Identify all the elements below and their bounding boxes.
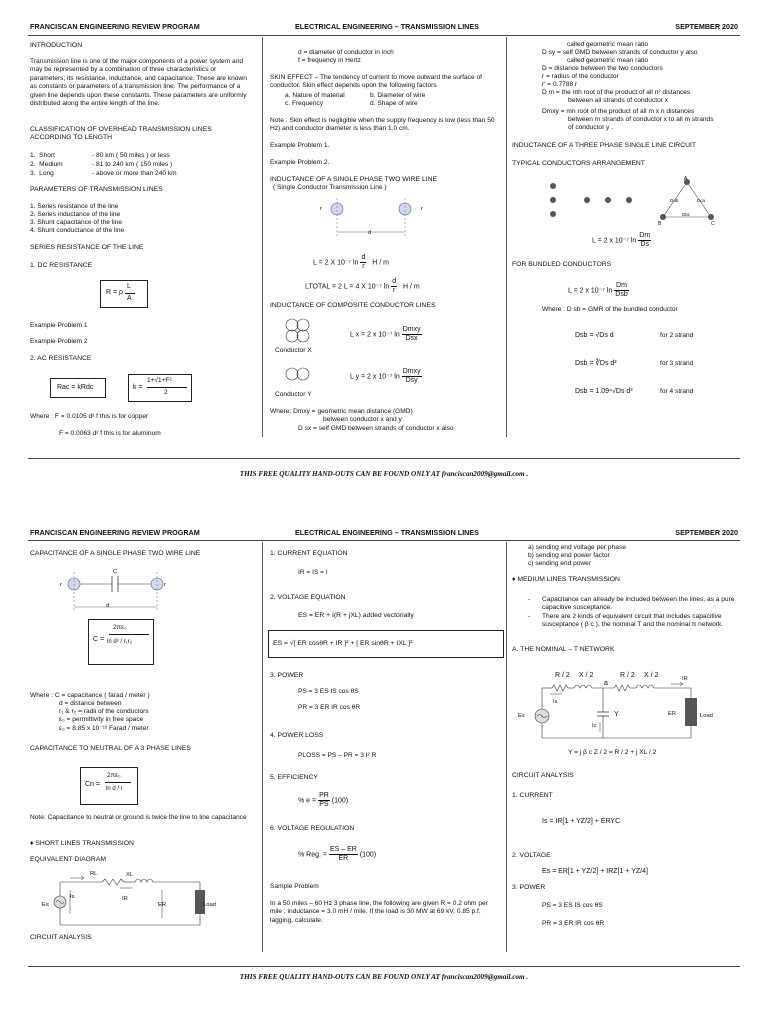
skin-factor-c: c. Frequency [285,100,324,107]
capacitance-where: Where : C = capacitance ( farad / meter ) [30,692,150,699]
distance-ab-label: Dab [670,198,679,203]
column-divider [262,37,263,437]
sample-item-c: c) sending end power [528,560,592,567]
admittance-impedance-relation: Y = j β c Z / 2 = R / 2 + j XL / 2 [568,749,657,756]
class-item-2: 2. Medium [30,161,63,168]
power-title: 3. POWER [512,884,546,891]
gmd-where: Where: Dmxy = geometric mean distance (GMD) [270,408,413,415]
sample-problem-title: Sample Problem [270,883,319,890]
classification-title: CLASSIFICATION OF OVERHEAD TRANSMISSION LINES ACCORDING TO LENGTH [30,126,212,142]
radius-label: r [164,582,166,588]
node-a-label: a [604,680,608,687]
nominal-t-current-equation: Is = IR[1 + YZ/2] + ERYC [542,818,621,825]
capacitor-label: C [113,569,118,575]
triangle-vertex-a: A [684,176,688,182]
medium-lines-point-2: There are 2 kinds of equivalent circuit that includes capacitive susceptance ( β c ), the nominal T and the nominal π network. [542,613,724,629]
dc-formula-den: A [127,295,132,302]
nominal-t-title: A. THE NOMINAL – T NETWORK [512,646,615,653]
param-item: 1. Series resistance of the line [30,203,119,210]
header-subject: ELECTRICAL ENGINEERING – TRANSMISSION LINES [295,528,479,537]
current-title: 1. CURRENT [512,792,553,799]
where-aluminum: F = 0.0063 d² f this is for aluminum [59,430,161,437]
voltage-regulation-title: 6. VOLTAGE REGULATION [270,825,355,832]
series-resistance-title: SERIES RESISTANCE OF THE LINE [30,244,144,251]
capacitance-formula-den: ln d² / r₁r₂ [107,639,133,645]
param-item: 4. Shunt conductance of the line [30,227,125,234]
definition-line: between all strands of conductor x [568,97,669,104]
class-item-1-desc: - 80 km ( 50 miles ) or less [92,152,170,159]
f-definition: f = frequency in Hertz [298,57,361,64]
cn-formula-lhs: Cn = [85,781,100,788]
equivalent-diagram-title: EQUIVALENT DIAGRAM [30,856,107,863]
definition-line: of conductor y . [568,124,614,131]
resistance-label: RL [90,871,98,877]
capacitance-two-wire-title: CAPACITANCE OF A SINGLE PHASE TWO WIRE LINE [30,550,201,557]
capacitor-current-label: Ic [592,723,597,729]
gmr-line: D sy = self GMD between strands of conductor y also [542,49,698,56]
capacitance-where: r₁ & r₂ = radii of the conductors [59,708,149,715]
medium-lines-title: ♦ MEDIUM LINES TRANSMISSION [512,576,620,583]
short-line-circuit-diagram [40,870,230,932]
dc-formula-num: L [127,283,131,290]
composite-lx-formula: L x = 2 x 10⁻⁷ ln Dmxy Dsx [350,326,421,342]
sending-power: PS = 3 ES IS cos θS [298,688,359,695]
current-equation-title: 1. CURRENT EQUATION [270,550,348,557]
dc-resistance-formula-box [100,280,148,308]
conductor-y-label: Conductor Y [275,391,312,398]
header-program: FRANCISCAN ENGINEERING REVIEW PROGRAM [30,528,200,537]
power-loss-title: 4. POWER LOSS [270,732,324,739]
intro-text: Transmission line is one of the major components of a power system and may be represented by a combination of three characteristics or parameters; its resistance, inductance, and capacitance. These are known as constants or parameters of a transmission line. The performance of a given line depends upon these constants. These parameters are uniformly distributed along the entire length of the line. [30,58,247,108]
sending-power: PS = 3 ES IS cos θS [542,902,603,909]
capacitance-formula-num: 2πε₀ [113,624,127,631]
gmr-3-strand-label: for 3 strand [660,360,694,367]
param-item: 2. Series inductance of the line [30,211,121,218]
inductance-two-wire-subtitle: ( Single Conductor Transmission Line ) [273,184,387,191]
conductor-y-strands-icon [283,366,313,382]
column-divider [262,542,263,952]
capacitance-neutral-title: CAPACITANCE TO NEUTRAL OF A 3 PHASE LINES [30,745,191,752]
conductor-x-label: Conductor X [275,347,312,354]
radius-label: r [60,582,62,588]
nominal-t-resistance-label: R / 2 [620,672,635,679]
ac-resistance-title: 2. AC RESISTANCE [30,355,92,362]
gmr-2-strand-formula: Dsb = √Ds d [575,332,614,339]
distance-label: d [106,603,110,609]
inductance-formula: L = 2 X 10⁻⁷ ln $\frac{d}{r}$ H / m [313,254,389,270]
nominal-t-reactance-label: X / 2 [644,672,659,679]
dc-resistance-title: 1. DC RESISTANCE [30,262,93,269]
sending-current-label: Is [70,894,75,900]
sample-problem-text: In a 50 miles – 60 Hz 3 phase line, the following are given R = 0.2 ohm per mile , inductance = 3.0 mH / mile. If the load is 30 MW at 69 kV, 0.85 p.f. lagging, calculate: [270,900,488,924]
header-program: FRANCISCAN ENGINEERING REVIEW PROGRAM [30,22,200,31]
k-formula-lhs: k = [133,384,143,391]
reactance-label: XL [126,872,134,878]
circuit-analysis-title: CIRCUIT ANALYSIS [512,772,574,779]
distance-bc-label: Dbc [682,212,691,217]
capacitor-two-wire-diagram [62,570,172,612]
gmr-3-strand-formula: Dsb = ∛Ds d² [575,360,617,367]
k-formula-box [128,374,192,402]
column-divider [506,37,507,437]
page-footer: THIS FREE QUALITY HAND-OUTS CAN BE FOUND ONLY AT franciscan2009@gmail.com . [239,973,529,981]
capacitance-formula-box [88,619,154,665]
definition-line: between m strands of conductor x to all m strands [568,116,714,123]
nominal-t-voltage-equation: Es = ER[1 + YZ/2] + IRZ[1 + YZ/4] [542,868,648,875]
class-item-3-desc: - above or more than 240 km [92,170,177,177]
circuit-analysis-title: CIRCUIT ANALYSIS [30,934,92,941]
current-equation: IR = IS = I [298,569,328,576]
composite-ly-formula: L y = 2 x 10⁻⁷ ln Dmxy Dsy [350,368,421,384]
footer-rule [28,966,740,967]
dc-formula-lhs: R = ρ [106,289,124,296]
header-date: SEPTEMBER 2020 [675,528,738,537]
efficiency-equation: % e = $\frac{PR}{PS}$ (100) [298,792,349,808]
definition-line: D m = the nth root of the product of all n² distances [542,89,691,96]
sample-item-a: a) sending end voltage per phase [528,544,626,551]
k-formula-den: 2 [164,389,168,396]
gmr-4-strand-formula: Dsb = 1.09⁴√Ds d³ [575,388,633,395]
gmr-line: called geometric mean ratio [567,41,648,48]
page-header [30,528,738,540]
k-formula-num: 1+√1+F² [147,377,172,384]
d-definition: d = diameter of conductor in inch [298,49,394,56]
page-header [30,22,738,34]
definition-line: Dmxy = mn root of the product of all m x n distances [542,108,695,115]
nominal-t-resistance-label: R / 2 [555,672,570,679]
handout-page-2 [0,512,768,1024]
cn-formula-den: ln d / r [106,786,123,792]
header-rule [28,35,740,36]
bullet-dash: - [528,613,531,620]
three-phase-inductance-title: INDUCTANCE OF A THREE PHASE SINGLE LINE CIRCUIT [512,142,697,149]
skin-note: Note : Skin effect is negligible when the supply frequency is low (less than 50 Hz) and conductor diameter is less than 1.0 cm. [270,117,495,133]
param-item: 3. Shunt capacitance of the line [30,219,123,226]
where-copper: Where : F = 0.0105 d² f this is for copper [30,413,149,420]
class-item-2-desc: - 81 to 240 km ( 150 miles ) [92,161,173,168]
short-lines-title: ♦ SHORT LINES TRANSMISSION [30,840,134,847]
bundled-inductance-formula: L = 2 x 10⁻⁷ ln Dm Dsb [568,282,628,298]
receiving-current-label: IR [682,676,688,682]
power-title: 3. POWER [270,672,304,679]
example-problem-2: Example Problem 2. [270,159,330,166]
sending-current-label: Is [553,699,558,705]
distance-label: d [368,230,372,236]
skin-factor-b: b. Diameter of wire [370,92,426,99]
capacitance-neutral-note: Note: Capacitance to neutral or ground is twice the line to line capacitance [30,814,247,821]
radius-label: r [320,206,322,212]
inductance-two-wire-title: INDUCTANCE OF A SINGLE PHASE TWO WIRE LINE [270,176,438,183]
medium-lines-point-1: Capacitance can already be included between the lines, as a pure capacitive susceptance. [542,596,735,612]
voltage-equation-magnitude: ES = √[ ER cosθR + IR ]² + [ ER sinθR + IXL ]² [273,640,413,647]
conductor-arrangement-diagram [545,172,715,232]
class-item-3: 3. Long [30,170,54,177]
header-date: SEPTEMBER 2020 [675,22,738,31]
cn-formula-num: 2πε₀ [107,772,121,779]
capacitance-neutral-formula-box [80,767,138,805]
receiving-power: PR = 3 ER IR cos θR [298,704,361,711]
voltage-equation-vector: ES = ER + I(R + jXL) added vectorially [298,612,414,619]
receiving-voltage-label: ER [158,902,167,908]
gmr-4-strand-label: for 4 strand [660,388,694,395]
page-footer: THIS FREE QUALITY HAND-OUTS CAN BE FOUND ONLY AT franciscan2009@gmail.com . [239,470,529,478]
voltage-equation-box [268,630,504,658]
definition-line: D = distance between the two conductors [542,65,663,72]
class-item-1: 1. Short [30,152,55,159]
capacitance-formula-lhs: C = [93,636,105,643]
skin-factor-d: d. Shape of wire [370,100,418,107]
receiving-current-label: IR [122,896,128,902]
capacitance-where: ε₀ = 8.85 x 10⁻¹² Farad / meter [59,725,149,732]
voltage-title: 2. VOLTAGE [512,852,551,859]
sample-item-b: b) sending end power factor [528,552,610,559]
total-inductance-formula: LTOTAL = 2 L = 4 X 10⁻⁷ ln $\frac{d}{r}$ H / m [305,278,420,294]
intro-title: INTRODUCTION [30,42,83,49]
gmd-where-2: between conductor x and y [323,416,402,423]
typical-arrangement-title: TYPICAL CONDUCTORS ARRANGEMENT [512,160,645,167]
gmr-2-strand-label: for 2 strand [660,332,694,339]
power-loss-equation: PLOSS = PS – PR = 3 I² R [298,752,377,759]
triangle-vertex-b: B [658,221,662,227]
nominal-t-reactance-label: X / 2 [579,672,594,679]
capacitance-where: ε₀ = permittivity in free space [59,716,144,723]
example-problem-1: Example Problem 1 [30,322,88,329]
load-label: Load [700,713,713,719]
example-problem-2: Example Problem 2 [30,338,88,345]
receiving-power: PR = 3 ER IR cos θR [542,920,605,927]
definition-line: r' = 0.7788 r [542,81,578,88]
bundled-gmr-where: Where : D sb = GMR of the bundled conductor [542,306,678,313]
conductor-x-strands-icon [283,318,313,344]
header-rule [28,540,740,541]
footer-rule [28,458,740,459]
capacitance-where: d = distance between [59,700,122,707]
voltage-equation-title: 2. VOLTAGE EQUATION [270,594,346,601]
efficiency-title: 5. EFFICIENCY [270,774,318,781]
receiving-voltage-label: ER [668,711,677,717]
distance-ca-label: Dca [697,198,706,203]
sending-voltage-label: Es [518,713,525,719]
header-subject: ELECTRICAL ENGINEERING – TRANSMISSION LINES [295,22,479,31]
bullet-dash: - [528,596,531,603]
skin-factor-a: a. Nature of material [285,92,345,99]
sending-voltage-label: Es [42,902,49,908]
voltage-regulation-equation: % Reg. = $\frac{ES - ER}{ER}$ (100) [298,846,377,862]
gmd-where-3: D sx = self GMD between strands of conductor x also [298,425,454,432]
ac-formula-box [50,378,106,398]
bundled-conductors-title: FOR BUNDLED CONDUCTORS [512,261,612,268]
composite-conductor-title: INDUCTANCE OF COMPOSITE CONDUCTOR LINES [270,302,436,309]
triangle-vertex-c: C [711,221,715,227]
ac-formula: Rac = kRdc [57,384,94,391]
parameters-title: PARAMETERS OF TRANSMISSION LINES [30,186,163,193]
load-label: Load [203,902,216,908]
gmr-line: called geometric mean ratio [567,57,648,64]
three-phase-inductance-formula: L = 2 x 10⁻⁷ ln $\frac{Dm}{Ds}$ [592,232,651,248]
admittance-label: Y [614,711,619,718]
radius-label: r [421,206,423,212]
example-problem-1: Example Problem 1. [270,142,330,149]
definition-line: r = radius of the conductor [542,73,619,80]
column-divider [506,542,507,952]
skin-effect-text: SKIN EFFECT – The tendency of current to move outward the surface of conductor. Skin effect depends upon the following factors [270,74,482,90]
